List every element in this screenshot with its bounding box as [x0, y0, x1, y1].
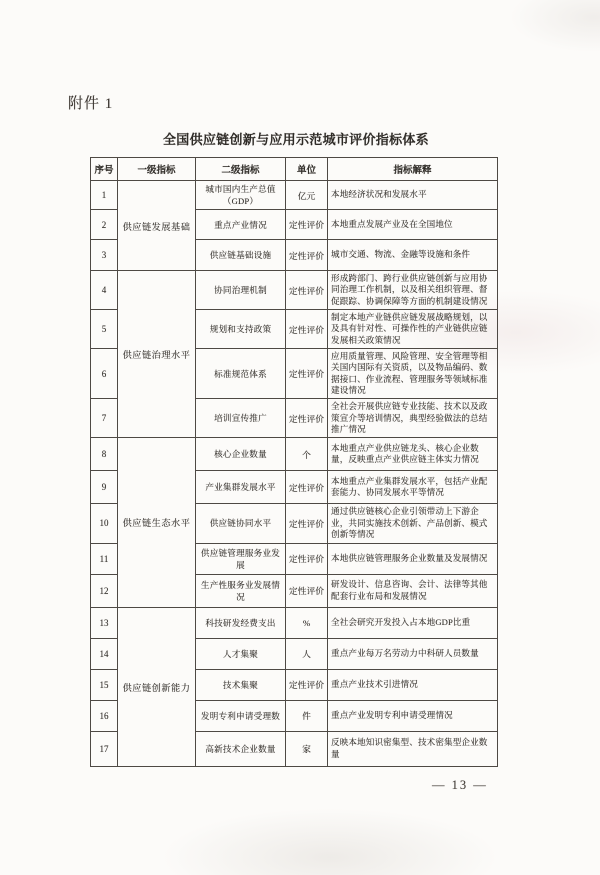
header-unit: 单位 — [286, 158, 328, 181]
explanation-cell: 全社会研究开发投入占本地GDP比重 — [328, 607, 498, 638]
explanation-cell: 本地重点发展产业及在全国地位 — [328, 210, 498, 240]
unit-cell: 定性评价 — [286, 271, 328, 310]
unit-cell: 件 — [286, 700, 328, 731]
row-number-cell: 5 — [91, 310, 118, 349]
level2-indicator-cell: 城市国内生产总值（GDP） — [196, 181, 286, 210]
level2-indicator-cell: 供应链基础设施 — [196, 240, 286, 271]
table-header-row — [91, 158, 498, 181]
row-number-cell: 10 — [91, 504, 118, 543]
explanation-cell: 本地经济状况和发展水平 — [328, 181, 498, 210]
row-number-cell: 16 — [91, 700, 118, 731]
row-number-cell: 11 — [91, 543, 118, 574]
unit-cell: 定性评价 — [286, 310, 328, 349]
level1-indicator-cell: 供应链生态水平 — [118, 438, 196, 607]
header-level2: 二级指标 — [196, 158, 286, 181]
unit-cell: 家 — [286, 731, 328, 766]
explanation-cell: 制定本地产业链供应链发展战略规划，以及具有针对性、可操作性的产业链供应链发展相关政策情况 — [328, 310, 498, 349]
page-number: — 13 — — [432, 778, 488, 792]
level1-indicator-cell: 供应链发展基础 — [118, 181, 196, 271]
row-number-cell: 2 — [91, 210, 118, 240]
explanation-cell: 城市交通、物流、金融等设施和条件 — [328, 240, 498, 271]
explanation-cell: 反映本地知识密集型、技术密集型企业数量 — [328, 731, 498, 766]
explanation-cell: 研发设计、信息咨询、会计、法律等其他配套行业布局和发展情况 — [328, 574, 498, 607]
unit-cell: 定性评价 — [286, 669, 328, 700]
level2-indicator-cell: 规划和支持政策 — [196, 310, 286, 349]
row-number-cell: 1 — [91, 181, 118, 210]
table-row — [91, 271, 498, 310]
unit-cell: 定性评价 — [286, 349, 328, 399]
unit-cell: 人 — [286, 638, 328, 669]
level2-indicator-cell: 重点产业情况 — [196, 210, 286, 240]
unit-cell: 个 — [286, 438, 328, 471]
level2-indicator-cell: 生产性服务业发展情况 — [196, 574, 286, 607]
attachment-label: 附件 1 — [68, 96, 114, 112]
unit-cell: 定性评价 — [286, 574, 328, 607]
level2-indicator-cell: 培训宣传推广 — [196, 399, 286, 438]
unit-cell: 定性评价 — [286, 399, 328, 438]
explanation-cell: 通过供应链核心企业引领带动上下游企业，共同实施技术创新、产品创新、模式创新等情况 — [328, 504, 498, 543]
row-number-cell: 15 — [91, 669, 118, 700]
row-number-cell: 7 — [91, 399, 118, 438]
level2-indicator-cell: 人才集聚 — [196, 638, 286, 669]
level2-indicator-cell: 标准规范体系 — [196, 349, 286, 399]
level2-indicator-cell: 科技研发经费支出 — [196, 607, 286, 638]
explanation-cell: 本地供应链管理服务企业数量及发展情况 — [328, 543, 498, 574]
unit-cell: % — [286, 607, 328, 638]
header-no: 序号 — [91, 158, 118, 181]
level2-indicator-cell: 核心企业数量 — [196, 438, 286, 471]
level2-indicator-cell: 技术集聚 — [196, 669, 286, 700]
level2-indicator-cell: 供应链协同水平 — [196, 504, 286, 543]
unit-cell: 定性评价 — [286, 543, 328, 574]
table-row — [91, 181, 498, 210]
explanation-cell: 应用质量管理、风险管理、安全管理等相关国内国际有关资质，以及物品编码、数据接口、作业流程、管理服务等领域标准建设情况 — [328, 349, 498, 399]
row-number-cell: 12 — [91, 574, 118, 607]
unit-cell: 定性评价 — [286, 210, 328, 240]
row-number-cell: 4 — [91, 271, 118, 310]
level2-indicator-cell: 高新技术企业数量 — [196, 731, 286, 766]
explanation-cell: 重点产业每万名劳动力中科研人员数量 — [328, 638, 498, 669]
level2-indicator-cell: 协同治理机制 — [196, 271, 286, 310]
row-number-cell: 14 — [91, 638, 118, 669]
level1-indicator-cell: 供应链创新能力 — [118, 607, 196, 766]
explanation-cell: 本地重点产业供应链龙头、核心企业数量，反映重点产业供应链主体实力情况 — [328, 438, 498, 471]
unit-cell: 定性评价 — [286, 240, 328, 271]
row-number-cell: 17 — [91, 731, 118, 766]
unit-cell: 定性评价 — [286, 471, 328, 504]
unit-cell: 定性评价 — [286, 504, 328, 543]
unit-cell: 亿元 — [286, 181, 328, 210]
table-row — [91, 438, 498, 471]
indicator-table — [90, 157, 498, 767]
row-number-cell: 6 — [91, 349, 118, 399]
level2-indicator-cell: 供应链管理服务业发展 — [196, 543, 286, 574]
row-number-cell: 9 — [91, 471, 118, 504]
explanation-cell: 全社会开展供应链专业技能、技术以及政策宣介等培训情况，典型经验做法的总结推广情况 — [328, 399, 498, 438]
header-explanation: 指标解释 — [328, 158, 498, 181]
explanation-cell: 本地重点产业集群发展水平，包括产业配套能力、协同发展水平等情况 — [328, 471, 498, 504]
table-row — [91, 607, 498, 638]
explanation-cell: 重点产业技术引进情况 — [328, 669, 498, 700]
level2-indicator-cell: 发明专利申请受理数 — [196, 700, 286, 731]
row-number-cell: 8 — [91, 438, 118, 471]
row-number-cell: 13 — [91, 607, 118, 638]
level1-indicator-cell: 供应链治理水平 — [118, 271, 196, 438]
level2-indicator-cell: 产业集群发展水平 — [196, 471, 286, 504]
header-level1: 一级指标 — [118, 158, 196, 181]
row-number-cell: 3 — [91, 240, 118, 271]
doc-title: 全国供应链创新与应用示范城市评价指标体系 — [162, 132, 429, 147]
explanation-cell: 重点产业发明专利申请受理情况 — [328, 700, 498, 731]
explanation-cell: 形成跨部门、跨行业供应链创新与应用协同治理工作机制，以及相关组织管理、督促跟踪、协调保障等方面的机制建设情况 — [328, 271, 498, 310]
